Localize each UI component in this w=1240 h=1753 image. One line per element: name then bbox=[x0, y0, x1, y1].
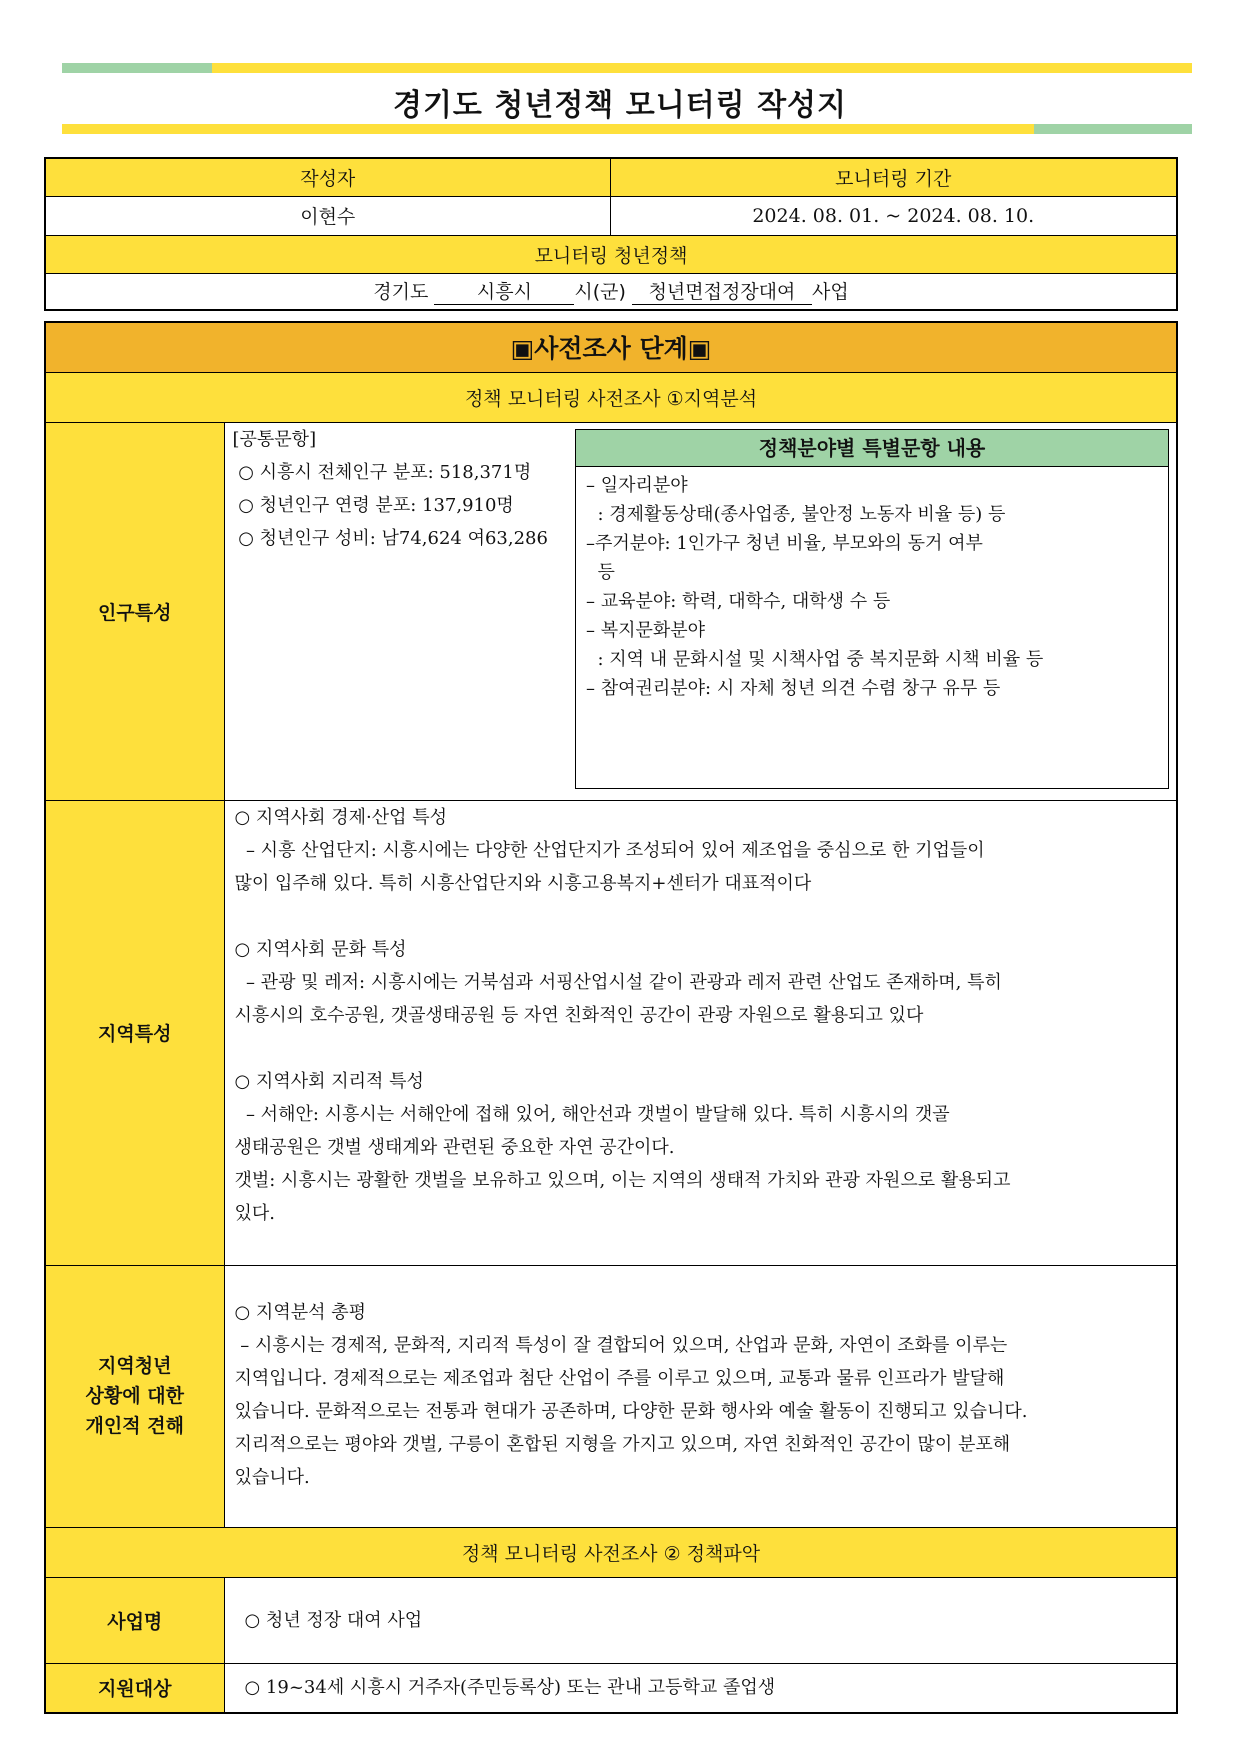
opinion-text: ○ 지역분석 총평 – 시흥시는 경제적, 문화적, 지리적 특성이 잘 결합되어 있으며, 산업과 문화, 자연이 조화를 이루는 지역입니다. 경제적으로는 제조업과 첨단 산업이 주를 이루고 있으며, 교통과 물류 인프라가 발달해 있습니다. 문화적으로는 전통과 현대가 공존하며, 다양한 문화 행사와 예술 활동이 진행되고 있습니다. 지리적으로는 평야와 갯벌, 구릉이 혼합된 지형을 가지고 있으며, 자연 친화적인 공간이 많이 분포해 있습니다. bbox=[224, 1265, 1177, 1527]
section1-title: 정책 모니터링 사전조사 ①지역분석 bbox=[45, 372, 1177, 422]
top-bar-yellow bbox=[212, 63, 1192, 73]
target-text: ○ 19~34세 시흥시 거주자(주민등록상) 또는 관내 고등학교 졸업생 bbox=[224, 1663, 1177, 1713]
business-label: 사업명 bbox=[45, 1577, 224, 1663]
special-items-box bbox=[575, 429, 1169, 789]
period-value: 2024. 08. 01. ~ 2024. 08. 10. bbox=[610, 196, 1177, 235]
policy-name: 청년면접정장대여 bbox=[632, 280, 812, 305]
policy-line bbox=[45, 273, 1177, 310]
business-text: ○ 청년 정장 대여 사업 bbox=[224, 1577, 1177, 1663]
opinion-label: 지역청년 상황에 대한 개인적 견해 bbox=[45, 1265, 224, 1527]
top-bar-green bbox=[62, 63, 212, 73]
period-label: 모니터링 기간 bbox=[610, 158, 1177, 196]
population-common: [공통문항] ○ 시흥시 전체인구 분포: 518,371명 ○ 청년인구 연령 분포: 137,910명 ○ 청년인구 성비: 남74,624 여63,286 bbox=[224, 422, 1177, 800]
bottom-bar-yellow bbox=[62, 124, 1034, 134]
province: 경기도 bbox=[373, 281, 429, 304]
target-label: 지원대상 bbox=[45, 1663, 224, 1713]
city-name: 시흥시 bbox=[434, 280, 574, 305]
region-text: ○ 지역사회 경제·산업 특성 – 시흥 산업단지: 시흥시에는 다양한 산업단지가 조성되어 있어 제조업을 중심으로 한 기업들이 많이 입주해 있다. 특히 시흥산업단지와 시흥고용복지+센터가 대표적이다 ○ 지역사회 문화 특성 – 관광 및 레저: 시흥시에는 거북섬과 서핑산업시설 같이 관광과 레저 관련 산업도 존재하며, 특히 시흥시의 호수공원, 갯골생태공원 등 자연 친화적인 공간이 관광 자원으로 활용되고 있다 ○ 지역사회 지리적 특성 – 서해안: 시흥시는 서해안에 접해 있어, 해안선과 갯벌이 발달해 있다. 특히 시흥시의 갯골 생태공원은 갯벌 생태계와 관련된 중요한 자연 공간이다. 갯벌: 시흥시는 광활한 갯벌을 보유하고 있으며, 이는 지역의 생태적 가치와 관광 자원으로 활용되고 있다. bbox=[224, 800, 1177, 1265]
author-label: 작성자 bbox=[45, 158, 610, 196]
bottom-bar-green bbox=[1034, 124, 1192, 134]
section2-title: 정책 모니터링 사전조사 ② 정책파악 bbox=[45, 1527, 1177, 1577]
city-suffix: 시(군) bbox=[574, 281, 626, 304]
region-label: 지역특성 bbox=[45, 800, 224, 1265]
author-value: 이현수 bbox=[45, 196, 610, 235]
info-table bbox=[44, 157, 1178, 311]
special-items-body: – 일자리분야 : 경제활동상태(종사업종, 불안정 노동자 비율 등) 등 –주거분야: 1인가구 청년 비율, 부모와의 동거 여부 등 – 교육분야: 학력, 대학수, 대학생 수 등 – 복지문화분야 : 지역 내 문화시설 및 시책사업 중 복지문화 시책 비율 등 – 참여권리분야: 시 자체 청년 의견 수렴 창구 유무 등 bbox=[586, 475, 1044, 699]
policy-label: 모니터링 청년정책 bbox=[45, 235, 1177, 273]
policy-suffix: 사업 bbox=[811, 281, 849, 304]
population-label: 인구특성 bbox=[45, 422, 224, 800]
stage-title: ▣사전조사 단계▣ bbox=[45, 322, 1177, 372]
page-title: 경기도 청년정책 모니터링 작성지 bbox=[392, 88, 848, 123]
special-items-title: 정책분야별 특별문항 내용 bbox=[576, 430, 1168, 467]
